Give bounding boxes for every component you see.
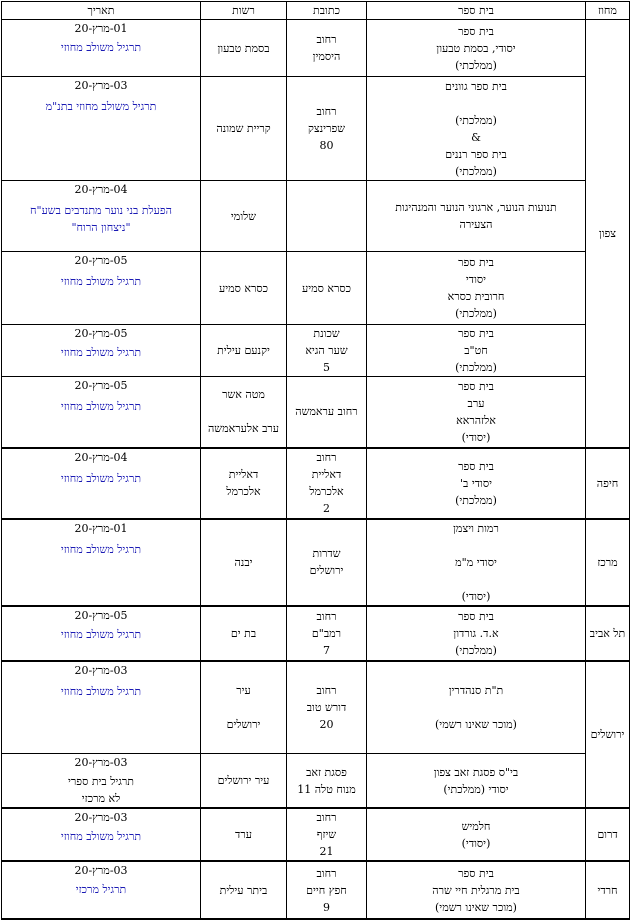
- school-cell-line: בית ספר: [458, 256, 494, 269]
- authority-cell-line: אלכרמל: [226, 485, 261, 498]
- date-value: 05-מרץ-20: [74, 327, 128, 340]
- event-line: תרגיל בית ספרי: [68, 775, 134, 788]
- event-line: תרגיל משולב מחוזי: [60, 400, 142, 413]
- table-body: [2, 20, 630, 920]
- school-cell-line: רמות ויצמן: [453, 521, 499, 535]
- header-authority: רשות: [201, 2, 287, 20]
- event-line: לא מרכזי: [81, 792, 121, 805]
- authority-cell-line: יבנה: [234, 555, 253, 569]
- address-cell-line: 5: [323, 361, 330, 374]
- address-cell-line: 9: [323, 900, 330, 914]
- event-line: הפעלת בני נוער מתנדבים בשע"ח: [30, 204, 172, 217]
- district-cell: תל אביב: [586, 606, 630, 661]
- school-cell-line: חרובית כסרא: [447, 290, 505, 303]
- school-cell-line: אלזהראא: [456, 413, 496, 427]
- date-cell: [2, 661, 201, 754]
- event-line: תרגיל משולב מחוזי: [60, 275, 142, 288]
- event-description: [5, 98, 197, 115]
- address-cell-line: דאליית: [311, 468, 342, 481]
- event-line: "ניצחון הרוח": [71, 221, 131, 234]
- school-cell: [367, 606, 586, 661]
- authority-cell-line: עיר ירושלים: [217, 774, 270, 787]
- date-cell: [2, 861, 201, 919]
- address-cell-line: 7: [323, 643, 330, 657]
- school-cell-line: (ממלכתי): [455, 113, 497, 127]
- date-cell: [2, 181, 201, 252]
- address-cell-line: כסרא סמיע: [301, 281, 352, 295]
- address-cell-line: חפץ חיים: [306, 883, 347, 897]
- address-cell: [287, 606, 367, 661]
- address-cell-line: ירושלים: [309, 564, 344, 577]
- authority-cell-line: בת ים: [230, 626, 257, 640]
- authority-cell-line: ביתר עילית: [219, 883, 268, 897]
- school-cell: [367, 519, 586, 606]
- table-row: [2, 661, 630, 754]
- authority-cell-line: ירושלים: [226, 717, 261, 731]
- address-cell-line: רחוב: [316, 105, 337, 118]
- school-cell-line: (מוכר שאינו רשמי): [435, 900, 517, 914]
- address-cell-line: שער הגיא: [305, 344, 348, 357]
- date-value: 01-מרץ-20: [74, 22, 128, 35]
- school-cell: [367, 377, 586, 448]
- date-value: 03-מרץ-20: [74, 663, 128, 677]
- authority-cell-line: ערד: [235, 828, 252, 841]
- authority-cell: [201, 252, 287, 325]
- school-cell-line: [370, 571, 582, 588]
- school-cell-line: &: [471, 130, 481, 144]
- event-description: [5, 881, 197, 898]
- authority-cell: [201, 448, 287, 519]
- date-value: 03-מרץ-20: [74, 811, 128, 824]
- event-line: תרגיל משולב מחוזי: [60, 830, 142, 843]
- date-cell: [2, 20, 201, 77]
- event-line: תרגיל משולב מחוזי: [60, 542, 142, 556]
- school-cell-line: בית ספר: [458, 866, 494, 880]
- school-cell-line: (יסודי): [461, 430, 491, 444]
- authority-cell-line: [204, 403, 283, 420]
- school-cell-line: [370, 95, 582, 112]
- address-cell-line: רחוב: [316, 33, 337, 46]
- school-cell-line: חלמיש: [461, 819, 491, 833]
- school-cell-line: בית מרגלית חיי שרה: [432, 883, 520, 897]
- school-cell-line: (מוכר שאינו רשמי): [435, 717, 517, 731]
- date-value: 03-מרץ-20: [74, 79, 128, 92]
- event-description: [5, 39, 197, 56]
- address-cell-line: רחוב: [316, 811, 337, 824]
- authority-cell-line: ערב אלעראמשה: [207, 422, 280, 436]
- address-cell-line: שיזף: [316, 828, 337, 841]
- event-description: [5, 828, 197, 845]
- header-address: כתובת: [287, 2, 367, 20]
- address-cell-line: רחוב: [316, 866, 337, 880]
- date-value: 01-מרץ-20: [74, 521, 128, 535]
- school-cell-line: [370, 537, 582, 554]
- address-cell-line: 80: [319, 139, 334, 152]
- header-date: תאריך: [2, 2, 201, 20]
- authority-cell: [201, 519, 287, 606]
- address-cell-line: 20: [319, 717, 334, 731]
- date-value: 05-מרץ-20: [74, 608, 128, 622]
- event-description: [5, 273, 197, 290]
- authority-cell-line: שלומי: [230, 209, 257, 223]
- address-cell-line: 2: [323, 502, 330, 515]
- school-cell-line: יסודי: [465, 273, 487, 286]
- school-cell: [367, 77, 586, 181]
- address-cell-line: מנוח טלה 11: [297, 782, 356, 796]
- school-cell-line: הצעירה: [459, 218, 493, 231]
- school-cell-line: בית ספר רננים: [445, 147, 507, 161]
- authority-cell-line: [204, 699, 283, 716]
- authority-cell: [201, 606, 287, 661]
- table-row: [2, 808, 630, 861]
- event-description: [5, 626, 197, 643]
- authority-cell-line: קריית שמונה: [216, 122, 271, 135]
- date-value: 05-מרץ-20: [74, 254, 128, 267]
- school-cell-line: תנועות הנוער, ארגוני הנוער והמנהיגות: [395, 201, 557, 214]
- event-line: תרגיל משולב מחוזי: [60, 471, 142, 485]
- school-cell: [367, 861, 586, 919]
- date-cell: [2, 377, 201, 448]
- table-row: [2, 606, 630, 661]
- school-cell-line: (ממלכתי): [455, 164, 497, 178]
- school-cell: [367, 661, 586, 754]
- date-value: 03-מרץ-20: [74, 756, 128, 769]
- address-cell: [287, 252, 367, 325]
- address-cell-line: שכונת: [313, 327, 340, 340]
- event-description: [5, 398, 197, 415]
- event-description: [5, 344, 197, 361]
- authority-cell: [201, 181, 287, 252]
- event-line: תרגיל משולב מחוזי: [60, 684, 142, 698]
- school-cell: [367, 181, 586, 252]
- address-cell-line: שפרינצק: [307, 122, 346, 135]
- date-cell: [2, 252, 201, 325]
- table-row: [2, 325, 630, 377]
- authority-cell-line: מטה אשר: [222, 388, 265, 402]
- authority-cell: [201, 325, 287, 377]
- authority-cell: [201, 808, 287, 861]
- authority-cell: [201, 377, 287, 448]
- address-cell: [287, 519, 367, 606]
- school-cell-line: בי"ס פסגת זאב צפון: [433, 765, 519, 779]
- school-cell-line: בית ספר: [458, 379, 494, 393]
- school-cell: [367, 325, 586, 377]
- date-cell: [2, 808, 201, 861]
- district-cell: צפון: [586, 20, 630, 448]
- school-cell-line: ת"ת סנהדרין: [448, 683, 504, 697]
- table-row: [2, 377, 630, 448]
- school-cell-line: ערב: [467, 396, 485, 410]
- school-cell-line: בית ספר: [458, 609, 494, 623]
- address-cell-line: היסמין: [312, 50, 341, 63]
- school-cell-line: [370, 699, 582, 716]
- school-cell-line: יסודי (ממלכתי): [443, 782, 509, 796]
- address-cell: [287, 448, 367, 519]
- address-cell-line: 21: [319, 845, 334, 858]
- event-line: תרגיל משולב מחוזי: [60, 346, 142, 359]
- school-cell-line: (יסודי): [461, 589, 491, 603]
- address-cell-line: רחוב: [316, 683, 337, 697]
- authority-cell-line: בסמת טבעון: [217, 41, 270, 55]
- address-cell-line: רמב"ם: [311, 626, 342, 640]
- header-school: בית ספר: [367, 2, 586, 20]
- table-row: [2, 252, 630, 325]
- district-cell: דרום: [586, 808, 630, 861]
- school-cell-line: בית ספר: [458, 459, 494, 473]
- authority-cell: [201, 661, 287, 754]
- address-cell-line: רחוב: [316, 451, 337, 464]
- event-description: [5, 683, 197, 700]
- authority-cell: [201, 20, 287, 77]
- table-row: [2, 861, 630, 919]
- district-cell: מרכז: [586, 519, 630, 606]
- header-row: [2, 2, 630, 20]
- table-row: [2, 20, 630, 77]
- table-row: [2, 448, 630, 519]
- address-cell: [287, 20, 367, 77]
- school-cell: [367, 448, 586, 519]
- date-cell: [2, 77, 201, 181]
- date-cell: [2, 754, 201, 809]
- authority-cell: [201, 754, 287, 809]
- school-cell: [367, 754, 586, 809]
- date-value: 05-מרץ-20: [74, 379, 128, 392]
- event-description: [5, 541, 197, 558]
- school-cell-line: (ממלכתי): [455, 361, 497, 374]
- school-cell-line: בית ספר: [458, 24, 494, 38]
- event-line: תרגיל מרכזי: [75, 883, 127, 896]
- event-description: [5, 470, 197, 487]
- exercise-schedule-table: [1, 1, 630, 920]
- event-line: תרגיל משולב מחוזי: [60, 41, 142, 54]
- authority-cell-line: עיר: [236, 683, 251, 697]
- address-cell: [287, 77, 367, 181]
- event-line: תרגיל משולב מחוזי בתנ"מ: [45, 100, 157, 113]
- table-row: [2, 181, 630, 252]
- date-cell: [2, 448, 201, 519]
- district-cell: ירושלים: [586, 661, 630, 809]
- school-cell-line: א.ד. גורדון: [453, 626, 499, 640]
- date-value: 04-מרץ-20: [74, 183, 128, 196]
- event-description: [5, 773, 197, 807]
- school-cell: [367, 808, 586, 861]
- district-cell: חרדי: [586, 861, 630, 919]
- district-cell: חיפה: [586, 448, 630, 519]
- authority-cell-line: יקנעם עילית: [217, 344, 270, 357]
- authority-cell-line: כסרא סמיע: [218, 281, 269, 295]
- address-cell-line: רחוב עראמשה: [295, 405, 358, 419]
- school-cell-line: יסודי מ"מ: [455, 555, 497, 569]
- table-row: [2, 77, 630, 181]
- address-cell: [287, 377, 367, 448]
- address-cell-line: דורש טוב: [306, 700, 347, 714]
- address-cell: [287, 661, 367, 754]
- address-cell-line: אלכרמל: [309, 485, 344, 498]
- school-cell: [367, 252, 586, 325]
- address-cell: [287, 754, 367, 809]
- school-cell-line: (ממלכתי): [455, 493, 497, 507]
- address-cell: [287, 808, 367, 861]
- date-cell: [2, 325, 201, 377]
- event-description: [5, 202, 197, 236]
- address-cell: [287, 861, 367, 919]
- date-value: 03-מרץ-20: [74, 864, 128, 877]
- authority-cell: [201, 861, 287, 919]
- header-district: מחוז: [586, 2, 630, 20]
- school-cell: [367, 20, 586, 77]
- school-cell-line: (יסודי): [461, 836, 491, 850]
- address-cell-line: פסגת זאב: [306, 765, 347, 779]
- school-cell-line: (ממלכתי): [455, 643, 497, 657]
- date-cell: [2, 606, 201, 661]
- school-cell-line: בית ספר גוונים: [445, 79, 507, 93]
- table-row: [2, 754, 630, 809]
- authority-cell: [201, 77, 287, 181]
- school-cell-line: בית ספר: [458, 327, 494, 340]
- school-cell-line: חט"ב: [464, 344, 488, 357]
- authority-cell-line: דאליית: [228, 468, 259, 481]
- school-cell-line: (ממלכתי): [455, 307, 497, 320]
- address-cell-line: רחוב: [316, 609, 337, 623]
- school-cell-line: יסודי, בסמת טבעון: [436, 41, 516, 55]
- date-cell: [2, 519, 201, 606]
- address-cell-line: שדרות: [312, 547, 341, 560]
- date-value: 04-מרץ-20: [74, 450, 128, 464]
- table-row: [2, 519, 630, 606]
- school-cell-line: יסודי ב': [460, 476, 492, 490]
- address-cell: [287, 181, 367, 252]
- address-cell: [287, 325, 367, 377]
- event-line: תרגיל משולב מחוזי: [60, 627, 142, 641]
- school-cell-line: (ממלכתי): [455, 58, 497, 72]
